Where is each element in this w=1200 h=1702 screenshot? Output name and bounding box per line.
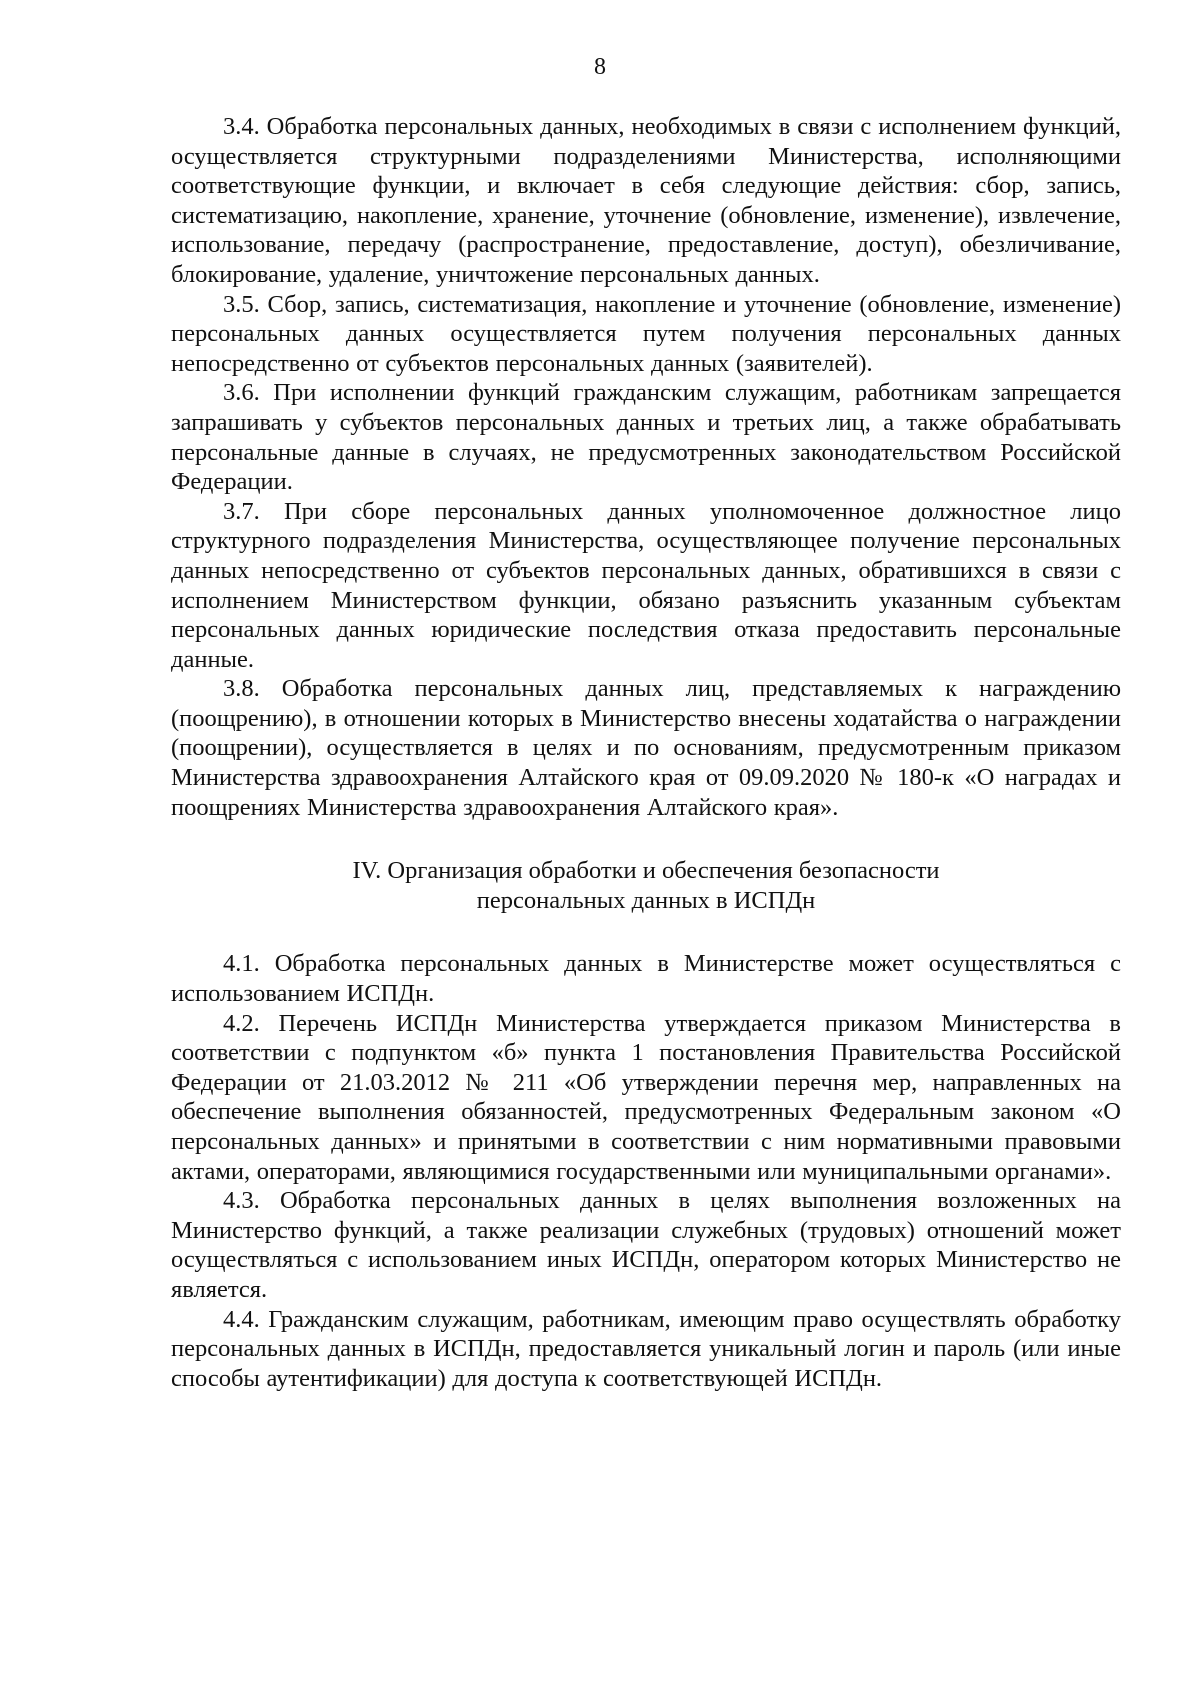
paragraph-4-4: 4.4. Гражданским служащим, работникам, имеющим право осуществлять обработку персональных данных в ИСПДн, предоставляется уникальный логин и пароль (или иные способы аутентификации) для доступа к соответствующей ИСПДн. (171, 1305, 1121, 1392)
paragraph-4-2: 4.2. Перечень ИСПДн Министерства утверждается приказом Министерства в соответствии с подпунктом «б» пункта 1 постановления Правительства Российской Федерации от 21.03.2012 № 211 «Об утверждении перечня мер, направленных на обеспечение выполнения обязанностей, предусмотренных Федеральным законом «О персональных данных» и принятыми в соответствии с ним нормативными правовыми актами, операторами, являющимися государственными или муниципальными органами». (171, 1009, 1121, 1185)
paragraph-4-3: 4.3. Обработка персональных данных в целях выполнения возложенных на Министерство функций, а также реализации служебных (трудовых) отношений может осуществляться с использованием иных ИСПДн, оператором которых Министерство не является. (171, 1187, 1121, 1303)
page-number: 8 (594, 54, 606, 80)
section-heading-line-2: персональных данных в ИСПДн (476, 886, 816, 914)
paragraph-3-5: 3.5. Сбор, запись, систематизация, накопление и уточнение (обновление, изменение) персональных данных осуществляется путем получения персональных данных непосредственно от субъектов персональных данных (заявителей). (171, 290, 1121, 377)
paragraph-4-1: 4.1. Обработка персональных данных в Министерстве может осуществляться с использованием ИСПДн. (171, 950, 1121, 1008)
section-heading (171, 856, 1121, 915)
paragraph-3-6: 3.6. При исполнении функций гражданским служащим, работникам запрещается запрашивать у субъектов персональных данных и третьих лиц, а также обрабатывать персональные данные в случаях, не предусмотренных законодательством Российской Федерации. (171, 379, 1121, 496)
paragraph-3-7: 3.7. При сборе персональных данных уполномоченное должностное лицо структурного подразделения Министерства, осуществляющее получение персональных данных непосредственно от субъектов персональных данных, обратившихся в связи с исполнением Министерством функции, обязано разъяснить указанным субъектам персональных данных юридические последствия отказа предоставить персональные данные. (171, 497, 1121, 673)
paragraph-3-8: 3.8. Обработка персональных данных лиц, представляемых к награждению (поощрению), в отношении которых в Министерство внесены ходатайства о награждении (поощрении), осуществляется в целях и по основаниям, предусмотренным приказом Министерства здравоохранения Алтайского края от 09.09.2020 № 180-к «О наградах и поощрениях Министерства здравоохранения Алтайского края». (171, 675, 1121, 821)
document-body (171, 112, 1121, 1393)
paragraph-3-4: 3.4. Обработка персональных данных, необходимых в связи с исполнением функций, осуществляется структурными подразделениями Министерства, исполняющими соответствующие функции, и включает в себя следующие действия: сбор, запись, систематизацию, накопление, хранение, уточнение (обновление, изменение), извлечение, использование, передачу (распространение, предоставление, доступ), обезличивание, блокирование, удаление, уничтожение персональных данных. (171, 113, 1121, 288)
section-heading-line-1: IV. Организация обработки и обеспечения безопасности (352, 857, 940, 885)
